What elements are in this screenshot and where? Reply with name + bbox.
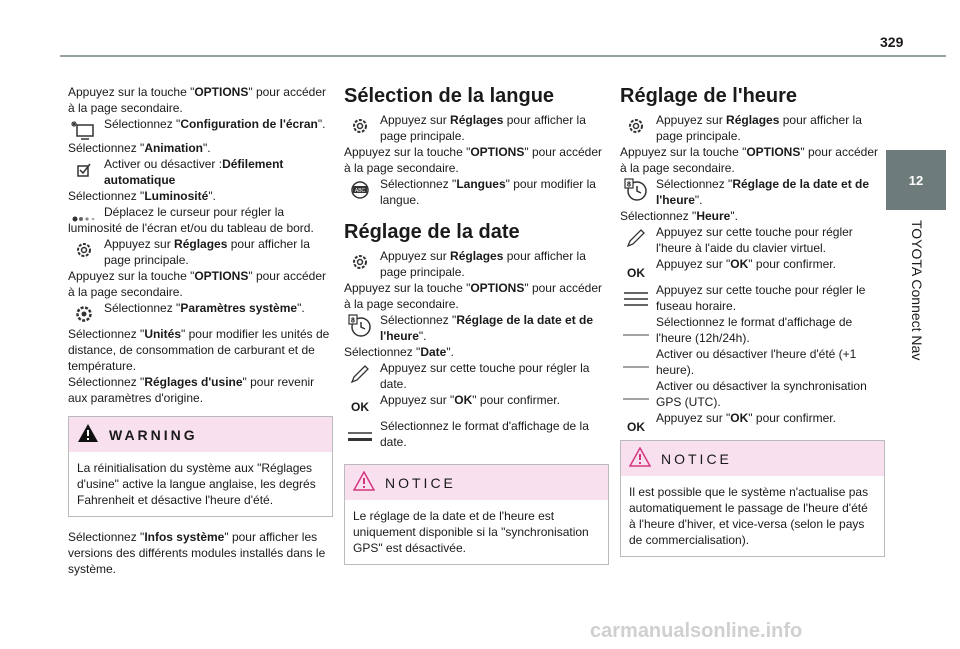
list-item: Activer ou désactiver la synchronisation GPS (UTC). — [620, 378, 885, 410]
watermark: carmanualsonline.info — [590, 620, 803, 642]
paragraph: Sélectionnez "Luminosité". — [68, 189, 216, 203]
list-item: OK Appuyez sur "OK" pour confirmer. — [620, 410, 885, 426]
paragraph: Appuyez sur la touche "OPTIONS" pour accéder à la page secondaire. — [68, 85, 326, 115]
gear-icon — [346, 249, 374, 275]
warning-text: La réinitialisation du système aux "Réglages d'usine" active la langue anglaise, les degrés Fahrenheit et désactive l'heure d'été. — [77, 461, 316, 507]
chapter-tab[interactable]: 12 — [886, 150, 946, 210]
column-3 — [620, 84, 885, 557]
list-item: OK Appuyez sur "OK" pour confirmer. — [344, 392, 609, 408]
list-item: Appuyez sur Réglages pour afficher la page principale. — [620, 112, 885, 144]
dash-icon — [622, 354, 650, 380]
dash-icon — [622, 322, 650, 348]
ok-icon: OK — [627, 420, 645, 434]
paragraph: Sélectionnez "Heure". — [620, 209, 738, 223]
section-title-text: TOYOTA Connect Nav — [909, 220, 925, 361]
ok-icon: OK — [627, 266, 645, 280]
column-1 — [68, 84, 333, 577]
list-item: Appuyez sur cette touche pour régler la date. — [344, 360, 609, 392]
clock-calendar-icon — [622, 177, 650, 203]
pencil-icon — [622, 225, 650, 251]
heading-langue: Sélection de la langue — [344, 85, 555, 107]
warning-triangle-icon — [629, 447, 651, 470]
svg-text:8: 8 — [627, 181, 631, 189]
list-item: Appuyez sur Réglages pour afficher la page principale. — [68, 236, 333, 268]
notice-header — [345, 465, 608, 500]
paragraph: Appuyez sur la touche "OPTIONS" pour accéder à la page secondaire. — [344, 281, 602, 311]
list-item: Sélectionnez le format d'affichage de l'heure (12h/24h). — [620, 314, 885, 346]
clock-calendar-icon — [346, 313, 374, 339]
language-icon — [346, 177, 374, 203]
heading-date: Réglage de la date — [344, 221, 520, 243]
gear-icon — [346, 113, 374, 139]
paragraph: Sélectionnez "Animation". — [68, 141, 211, 155]
list-item: OK Appuyez sur "OK" pour confirmer. — [620, 256, 885, 272]
paragraph: Appuyez sur la touche "OPTIONS" pour accéder à la page secondaire. — [620, 145, 878, 175]
notice-title: NOTICE — [661, 450, 732, 467]
paragraph: Appuyez sur la touche "OPTIONS" pour accéder à la page secondaire. — [68, 269, 326, 299]
checkbox-icon — [70, 157, 98, 183]
paragraph: Sélectionnez "Infos système" pour afficher les versions des différents modules installés dans le système. — [68, 530, 326, 576]
notice-box — [344, 464, 609, 565]
list-item: Sélectionnez "Paramètres système". — [68, 300, 333, 316]
warning-title: WARNING — [109, 426, 198, 443]
list-item: Appuyez sur cette touche pour régler l'heure à l'aide du clavier virtuel. — [620, 224, 885, 256]
paragraph: Sélectionnez "Unités" pour modifier les unités de distance, de consommation de carburant et de température. — [68, 327, 330, 373]
list-item: 8 Sélectionnez "Réglage de la date et de l'heure". — [620, 176, 885, 208]
format-select-icon — [346, 424, 374, 450]
list-item: Déplacez le curseur pour régler la luminosité de l'écran et/ou du tableau de bord. — [68, 205, 314, 235]
notice-box — [620, 440, 885, 557]
list-item: Appuyez sur Réglages pour afficher la page principale. — [344, 112, 609, 144]
list-item: Sélectionnez le format d'affichage de la date. — [344, 418, 609, 450]
svg-text:ABC: ABC — [354, 188, 366, 194]
notice-header — [621, 441, 884, 476]
list-item: Activer ou désactiver l'heure d'été (+1 heure). — [620, 346, 885, 378]
ok-icon: OK — [351, 400, 369, 414]
list-item: Appuyez sur cette touche pour régler le fuseau horaire. — [620, 282, 885, 314]
list-item: 8 Sélectionnez "Réglage de la date et de l'heure". — [344, 312, 609, 344]
list-item: Sélectionnez "Configuration de l'écran". — [68, 116, 333, 132]
settings-icon — [70, 301, 98, 327]
column-2 — [344, 84, 609, 565]
list-item: ABC Sélectionnez "Langues" pour modifier la langue. — [344, 176, 609, 208]
gear-icon — [70, 237, 98, 263]
notice-title: NOTICE — [385, 474, 456, 491]
paragraph: Sélectionnez "Date". — [344, 345, 454, 359]
warning-triangle-icon — [353, 471, 375, 494]
section-title — [888, 220, 944, 460]
notice-text: Le réglage de la date et de l'heure est uniquement disponible si la "synchronisation GPS" est désactivée. — [353, 509, 589, 555]
warning-box — [68, 416, 333, 517]
screen-brightness-icon — [70, 117, 98, 143]
heading-heure: Réglage de l'heure — [620, 85, 798, 107]
list-item: Appuyez sur Réglages pour afficher la page principale. — [344, 248, 609, 280]
list-menu-icon — [622, 286, 650, 312]
paragraph: Sélectionnez "Réglages d'usine" pour revenir aux paramètres d'origine. — [68, 375, 315, 405]
dash-icon — [622, 386, 650, 412]
notice-text: Il est possible que le système n'actualise pas automatiquement le passage de l'heure d'été à l'heure d'hiver, et vice-versa (selon le pays de commercialisation). — [629, 485, 869, 547]
header-rule — [60, 55, 946, 57]
svg-text:8: 8 — [351, 317, 355, 325]
gear-icon — [622, 113, 650, 139]
list-item: Activer ou désactiver :Défilement automatique — [68, 156, 333, 188]
paragraph: Appuyez sur la touche "OPTIONS" pour accéder à la page secondaire. — [344, 145, 602, 175]
pencil-icon — [346, 361, 374, 387]
warning-header — [69, 417, 332, 452]
warning-icon — [77, 423, 99, 446]
slider-dots-icon — [70, 206, 98, 232]
page-number: 329 — [880, 34, 904, 50]
